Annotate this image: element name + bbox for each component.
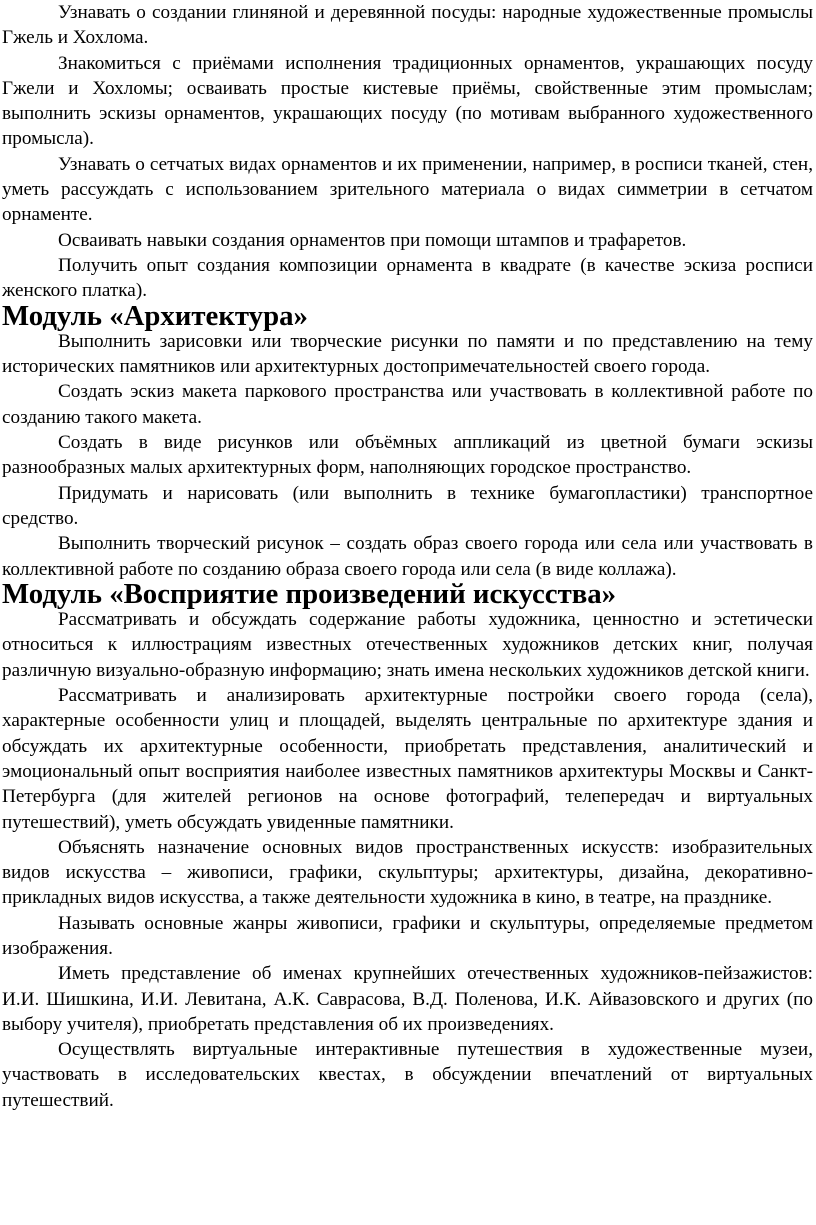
paragraph: Рассматривать и анализировать архитектурные постройки своего города (села), характерные особенности улиц и площадей, выделять центральные по архитектуре здания и обсуждать их архитектурные особенности, приобретать представления, аналитический и эмоциональный опыт восприятия наиболее известных памятников архитектуры Москвы и Санкт-Петербурга (для жителей регионов на основе фотографий, телепередач и виртуальных путешествий), уметь обсуждать увиденные памятники.	[2, 685, 813, 833]
paragraph: Узнавать о создании глиняной и деревянной посуды: народные художественные промыслы Гжель и Хохлома.	[2, 2, 813, 49]
paragraph: Объяснять назначение основных видов пространственных искусств: изобразительных видов искусства – живописи, графики, скульптуры; архитектуры, дизайна, декоративно-прикладных видов искусства, а также деятельности художника в кино, в театре, на празднике.	[2, 836, 813, 909]
paragraph: Создать в виде рисунков или объёмных аппликаций из цветной бумаги эскизы разнообразных малых архитектурных форм, наполняющих городское пространство.	[2, 432, 813, 479]
paragraph: Получить опыт создания композиции орнамента в квадрате (в качестве эскиза росписи женского платка).	[2, 254, 813, 302]
paragraph: Знакомиться с приёмами исполнения традиционных орнаментов, украшающих посуду Гжели и Хохломы; осваивать простые кистевые приёмы, свойственные этим промыслам; выполнить эскизы орнаментов, украшающих посуду (по мотивам выбранного художественного промысла).	[2, 52, 813, 150]
module-perception-heading: Модуль «Восприятие произведений искусства»	[2, 577, 617, 610]
paragraph: Рассматривать и обсуждать содержание работы художника, ценностно и эстетически относиться к иллюстрациям известных отечественных художников детских книг, получая различную визуально-образную информацию; знать имена нескольких художников детской книги.	[2, 609, 813, 681]
paragraph: Узнавать о сетчатых видах орнаментов и их применении, например, в росписи тканей, стен, уметь рассуждать с использованием зрительного материала о видах симметрии в сетчатом орнаменте.	[2, 153, 813, 226]
paragraph: Называть основные жанры живописи, графики и скульптуры, определяемые предметом изображения.	[2, 912, 813, 959]
paragraph: Создать эскиз макета паркового пространства или участвовать в коллективной работе по созданию такого макета.	[2, 381, 813, 428]
paragraph: Придумать и нарисовать (или выполнить в технике бумагопластики) транспортное средство.	[2, 482, 813, 529]
paragraph: Выполнить творческий рисунок – создать образ своего города или села или участвовать в коллективной работе по созданию образа своего города или села (в виде коллажа).	[2, 533, 813, 580]
paragraph: Иметь представление об именах крупнейших отечественных художников-пейзажистов: И.И. Шишкина, И.И. Левитана, А.К. Саврасова, В.Д. Поленова, И.К. Айвазовского и других (по выбору учителя), приобретать представления об их произведениях.	[2, 963, 813, 1035]
paragraph: Осуществлять виртуальные интерактивные путешествия в художественные музеи, участвовать в исследовательских квестах, в обсуждении впечатлений от виртуальных путешествий.	[2, 1039, 813, 1111]
module-architecture-heading: Модуль «Архитектура»	[2, 299, 308, 332]
paragraph: Выполнить зарисовки или творческие рисунки по памяти и по представлению на тему исторических памятников или архитектурных достопримечательностей своего города.	[2, 330, 813, 378]
paragraph: Осваивать навыки создания орнаментов при помощи штампов и трафаретов.	[58, 229, 687, 251]
